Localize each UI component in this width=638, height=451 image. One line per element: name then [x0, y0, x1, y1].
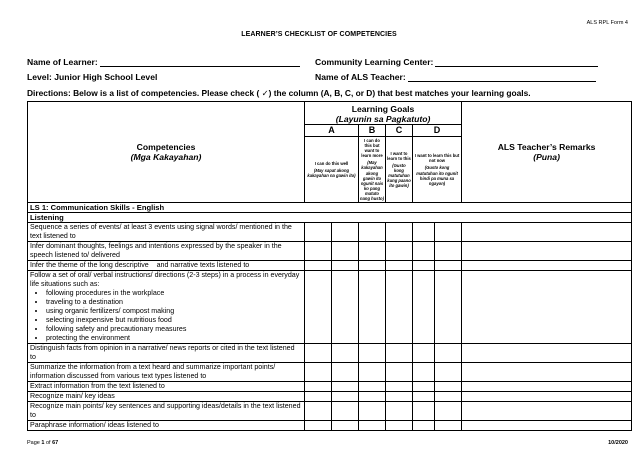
- check-cell-d[interactable]: [413, 261, 435, 271]
- table-row: [28, 392, 632, 402]
- sub-item-list: [30, 289, 302, 343]
- check-cell-a[interactable]: [305, 421, 332, 431]
- check-cell-a2[interactable]: [332, 363, 359, 382]
- check-cell-d2[interactable]: [435, 363, 462, 382]
- column-d-desc-tl: (Gusto kong matutuhan ito ngunit hindi pa muna sa ngayon): [416, 165, 458, 186]
- column-a-desc-tl: (May sapat akong kakayahan na gawin ito): [307, 168, 356, 179]
- remarks-cell[interactable]: [462, 402, 632, 421]
- check-cell-a[interactable]: [305, 402, 332, 421]
- competency-text: Sequence a series of events/ at least 3 events using signal words/ mentioned in the text listened to: [28, 223, 305, 242]
- check-cell-d[interactable]: [413, 382, 435, 392]
- check-cell-d[interactable]: [413, 223, 435, 242]
- remarks-header: [462, 102, 632, 203]
- check-cell-c[interactable]: [386, 363, 413, 382]
- check-cell-b[interactable]: [359, 392, 386, 402]
- remarks-title: ALS Teacher’s Remarks: [497, 142, 596, 153]
- column-a-desc-en: I can do this well: [314, 160, 349, 166]
- table-row: [28, 242, 632, 261]
- check-cell-d[interactable]: [413, 242, 435, 261]
- remarks-cell[interactable]: [462, 421, 632, 431]
- column-b-desc-tl: (May kakayahan akong gawin ito ngunit nais ko pang matuto nang husto): [360, 160, 384, 202]
- check-cell-b[interactable]: [359, 402, 386, 421]
- competency-checklist-table: [27, 101, 632, 431]
- remarks-cell[interactable]: [462, 261, 632, 271]
- check-cell-d[interactable]: [413, 421, 435, 431]
- remarks-cell[interactable]: [462, 271, 632, 344]
- learning-goals-subtitle: (Layunin sa Pagkatuto): [335, 114, 431, 124]
- form-code: ALS RPL Form 4: [586, 20, 628, 26]
- competencies-subtitle: (Mga Kakayahan): [130, 152, 202, 163]
- check-cell-a[interactable]: [305, 271, 332, 344]
- check-cell-a2[interactable]: [332, 392, 359, 402]
- learning-center-label: Community Learning Center:: [315, 57, 434, 67]
- check-cell-c[interactable]: [386, 344, 413, 363]
- check-cell-d[interactable]: [413, 402, 435, 421]
- remarks-cell[interactable]: [462, 382, 632, 392]
- remarks-cell[interactable]: [462, 344, 632, 363]
- check-cell-a[interactable]: [305, 363, 332, 382]
- learning-center-field: [315, 57, 598, 67]
- check-cell-d[interactable]: [413, 344, 435, 363]
- competency-text: Follow a set of oral/ verbal instructions/ directions (2-3 steps) in a process in everyday life situations such as:: [30, 271, 300, 289]
- competency-text: Recognize main/ key ideas: [28, 392, 305, 402]
- competency-text: Paraphrase information/ ideas listened to: [28, 421, 305, 431]
- column-d-desc-en: I want to learn this but not now: [414, 153, 460, 164]
- check-cell-d[interactable]: [413, 271, 435, 344]
- learner-name-blank[interactable]: [100, 58, 300, 67]
- check-cell-d[interactable]: [413, 392, 435, 402]
- remarks-cell[interactable]: [462, 242, 632, 261]
- check-cell-d2[interactable]: [435, 392, 462, 402]
- table-row: [28, 421, 632, 431]
- remarks-cell[interactable]: [462, 392, 632, 402]
- column-a-description: [305, 137, 359, 203]
- remarks-cell[interactable]: [462, 363, 632, 382]
- teacher-name-label: Name of ALS Teacher:: [315, 72, 406, 82]
- check-cell-b[interactable]: [359, 271, 386, 344]
- page-prefix: Page: [27, 440, 42, 446]
- section-heading: LS 1: Communication Skills - English: [28, 203, 632, 213]
- check-cell-d2[interactable]: [435, 382, 462, 392]
- check-cell-c[interactable]: [386, 223, 413, 242]
- column-b-description: [359, 137, 386, 203]
- check-cell-a[interactable]: [305, 392, 332, 402]
- check-cell-b[interactable]: [359, 363, 386, 382]
- competency-text: Summarize the information from a text heard and summarize important points/ information discussed from various text types listened to: [28, 363, 305, 382]
- list-item: • protecting the environment: [46, 334, 302, 343]
- check-cell-a2[interactable]: [332, 344, 359, 363]
- learning-goals-header: [305, 102, 462, 125]
- table-row: [28, 223, 632, 242]
- table-row: [28, 402, 632, 421]
- check-cell-c[interactable]: [386, 242, 413, 261]
- directions: Directions: Below is a list of competencies. Please check ( ✓) the column (A, B, C, or D) that best matches your learning goals.: [27, 88, 531, 98]
- check-cell-c[interactable]: [386, 402, 413, 421]
- check-cell-a[interactable]: [305, 344, 332, 363]
- check-cell-d2[interactable]: [435, 344, 462, 363]
- check-cell-a[interactable]: [305, 242, 332, 261]
- check-cell-a2[interactable]: [332, 242, 359, 261]
- column-c-desc-en: I want to learn to this: [387, 150, 411, 161]
- check-cell-c[interactable]: [386, 271, 413, 344]
- competency-text: Distinguish facts from opinion in a narrative/ news reports or cited in the text listened to: [28, 344, 305, 363]
- competency-cell: [28, 271, 305, 344]
- check-cell-c[interactable]: [386, 392, 413, 402]
- check-cell-a[interactable]: [305, 382, 332, 392]
- check-cell-a2[interactable]: [332, 402, 359, 421]
- list-item: • following procedures in the workplace: [46, 289, 302, 298]
- document-title: LEARNER’S CHECKLIST OF COMPETENCIES: [241, 31, 397, 38]
- check-cell-b[interactable]: [359, 242, 386, 261]
- list-item: • following safety and precautionary measures: [46, 325, 302, 334]
- table-row: [28, 271, 632, 344]
- teacher-name-field: [315, 72, 596, 82]
- column-c-desc-tl: (Gusto kong matutuhan kung paano ito gawin): [387, 162, 411, 189]
- table-row: [28, 382, 632, 392]
- competency-text: Extract information from the text listened to: [28, 382, 305, 392]
- table-row: [28, 261, 632, 271]
- check-cell-d2[interactable]: [435, 421, 462, 431]
- check-cell-d2[interactable]: [435, 271, 462, 344]
- teacher-name-blank[interactable]: [408, 73, 596, 82]
- list-item: • using organic fertilizers/ compost making: [46, 307, 302, 316]
- page-current: 1: [41, 440, 45, 446]
- remarks-subtitle: (Puna): [533, 152, 560, 163]
- check-cell-b[interactable]: [359, 344, 386, 363]
- check-cell-a[interactable]: [305, 223, 332, 242]
- column-c-letter: C: [386, 125, 413, 137]
- column-d-letter: D: [413, 125, 462, 137]
- check-cell-a2[interactable]: [332, 261, 359, 271]
- page-number: [27, 440, 58, 446]
- column-c-description: [386, 137, 413, 203]
- check-cell-c[interactable]: [386, 382, 413, 392]
- learning-goals-title: Learning Goals: [351, 104, 415, 114]
- learner-name-field: [27, 57, 300, 67]
- level-label: Level: Junior High School Level: [27, 72, 158, 82]
- check-cell-d2[interactable]: [435, 261, 462, 271]
- column-a-letter: A: [305, 125, 359, 137]
- learning-center-blank[interactable]: [435, 58, 598, 67]
- column-b-desc-en: I can do this but want to learn more: [361, 138, 383, 159]
- check-cell-d2[interactable]: [435, 402, 462, 421]
- competencies-title: Competencies: [136, 142, 196, 153]
- check-cell-b[interactable]: [359, 382, 386, 392]
- revision-date: 10/2020: [608, 440, 628, 446]
- competency-text: Infer the theme of the long descriptive and narrative texts listened to: [28, 261, 305, 271]
- learner-name-label: Name of Learner:: [27, 57, 98, 67]
- table-row: [28, 344, 632, 363]
- list-item: • traveling to a destination: [46, 298, 302, 307]
- check-cell-c[interactable]: [386, 261, 413, 271]
- subsection-heading: Listening: [28, 213, 632, 223]
- check-cell-c[interactable]: [386, 421, 413, 431]
- check-cell-a2[interactable]: [332, 271, 359, 344]
- check-cell-a2[interactable]: [332, 421, 359, 431]
- check-cell-b[interactable]: [359, 261, 386, 271]
- competency-text: Infer dominant thoughts, feelings and intentions expressed by the speaker in the speech listened to/ delivered: [28, 242, 305, 261]
- column-d-description: [413, 137, 462, 203]
- check-cell-d[interactable]: [413, 363, 435, 382]
- page-of: of: [44, 440, 53, 446]
- check-cell-a2[interactable]: [332, 382, 359, 392]
- level-field: [27, 72, 157, 82]
- page-total: 67: [52, 440, 59, 446]
- check-cell-a2[interactable]: [332, 223, 359, 242]
- check-cell-b[interactable]: [359, 223, 386, 242]
- remarks-cell[interactable]: [462, 223, 632, 242]
- check-cell-a[interactable]: [305, 261, 332, 271]
- check-cell-b[interactable]: [359, 421, 386, 431]
- competencies-header: [28, 102, 305, 203]
- check-cell-d2[interactable]: [435, 242, 462, 261]
- table-row: [28, 363, 632, 382]
- check-cell-d2[interactable]: [435, 223, 462, 242]
- list-item: • selecting inexpensive but nutritious food: [46, 316, 302, 325]
- competency-text: Recognize main points/ key sentences and supporting ideas/details in the text listened to: [28, 402, 305, 421]
- column-b-letter: B: [359, 125, 386, 137]
